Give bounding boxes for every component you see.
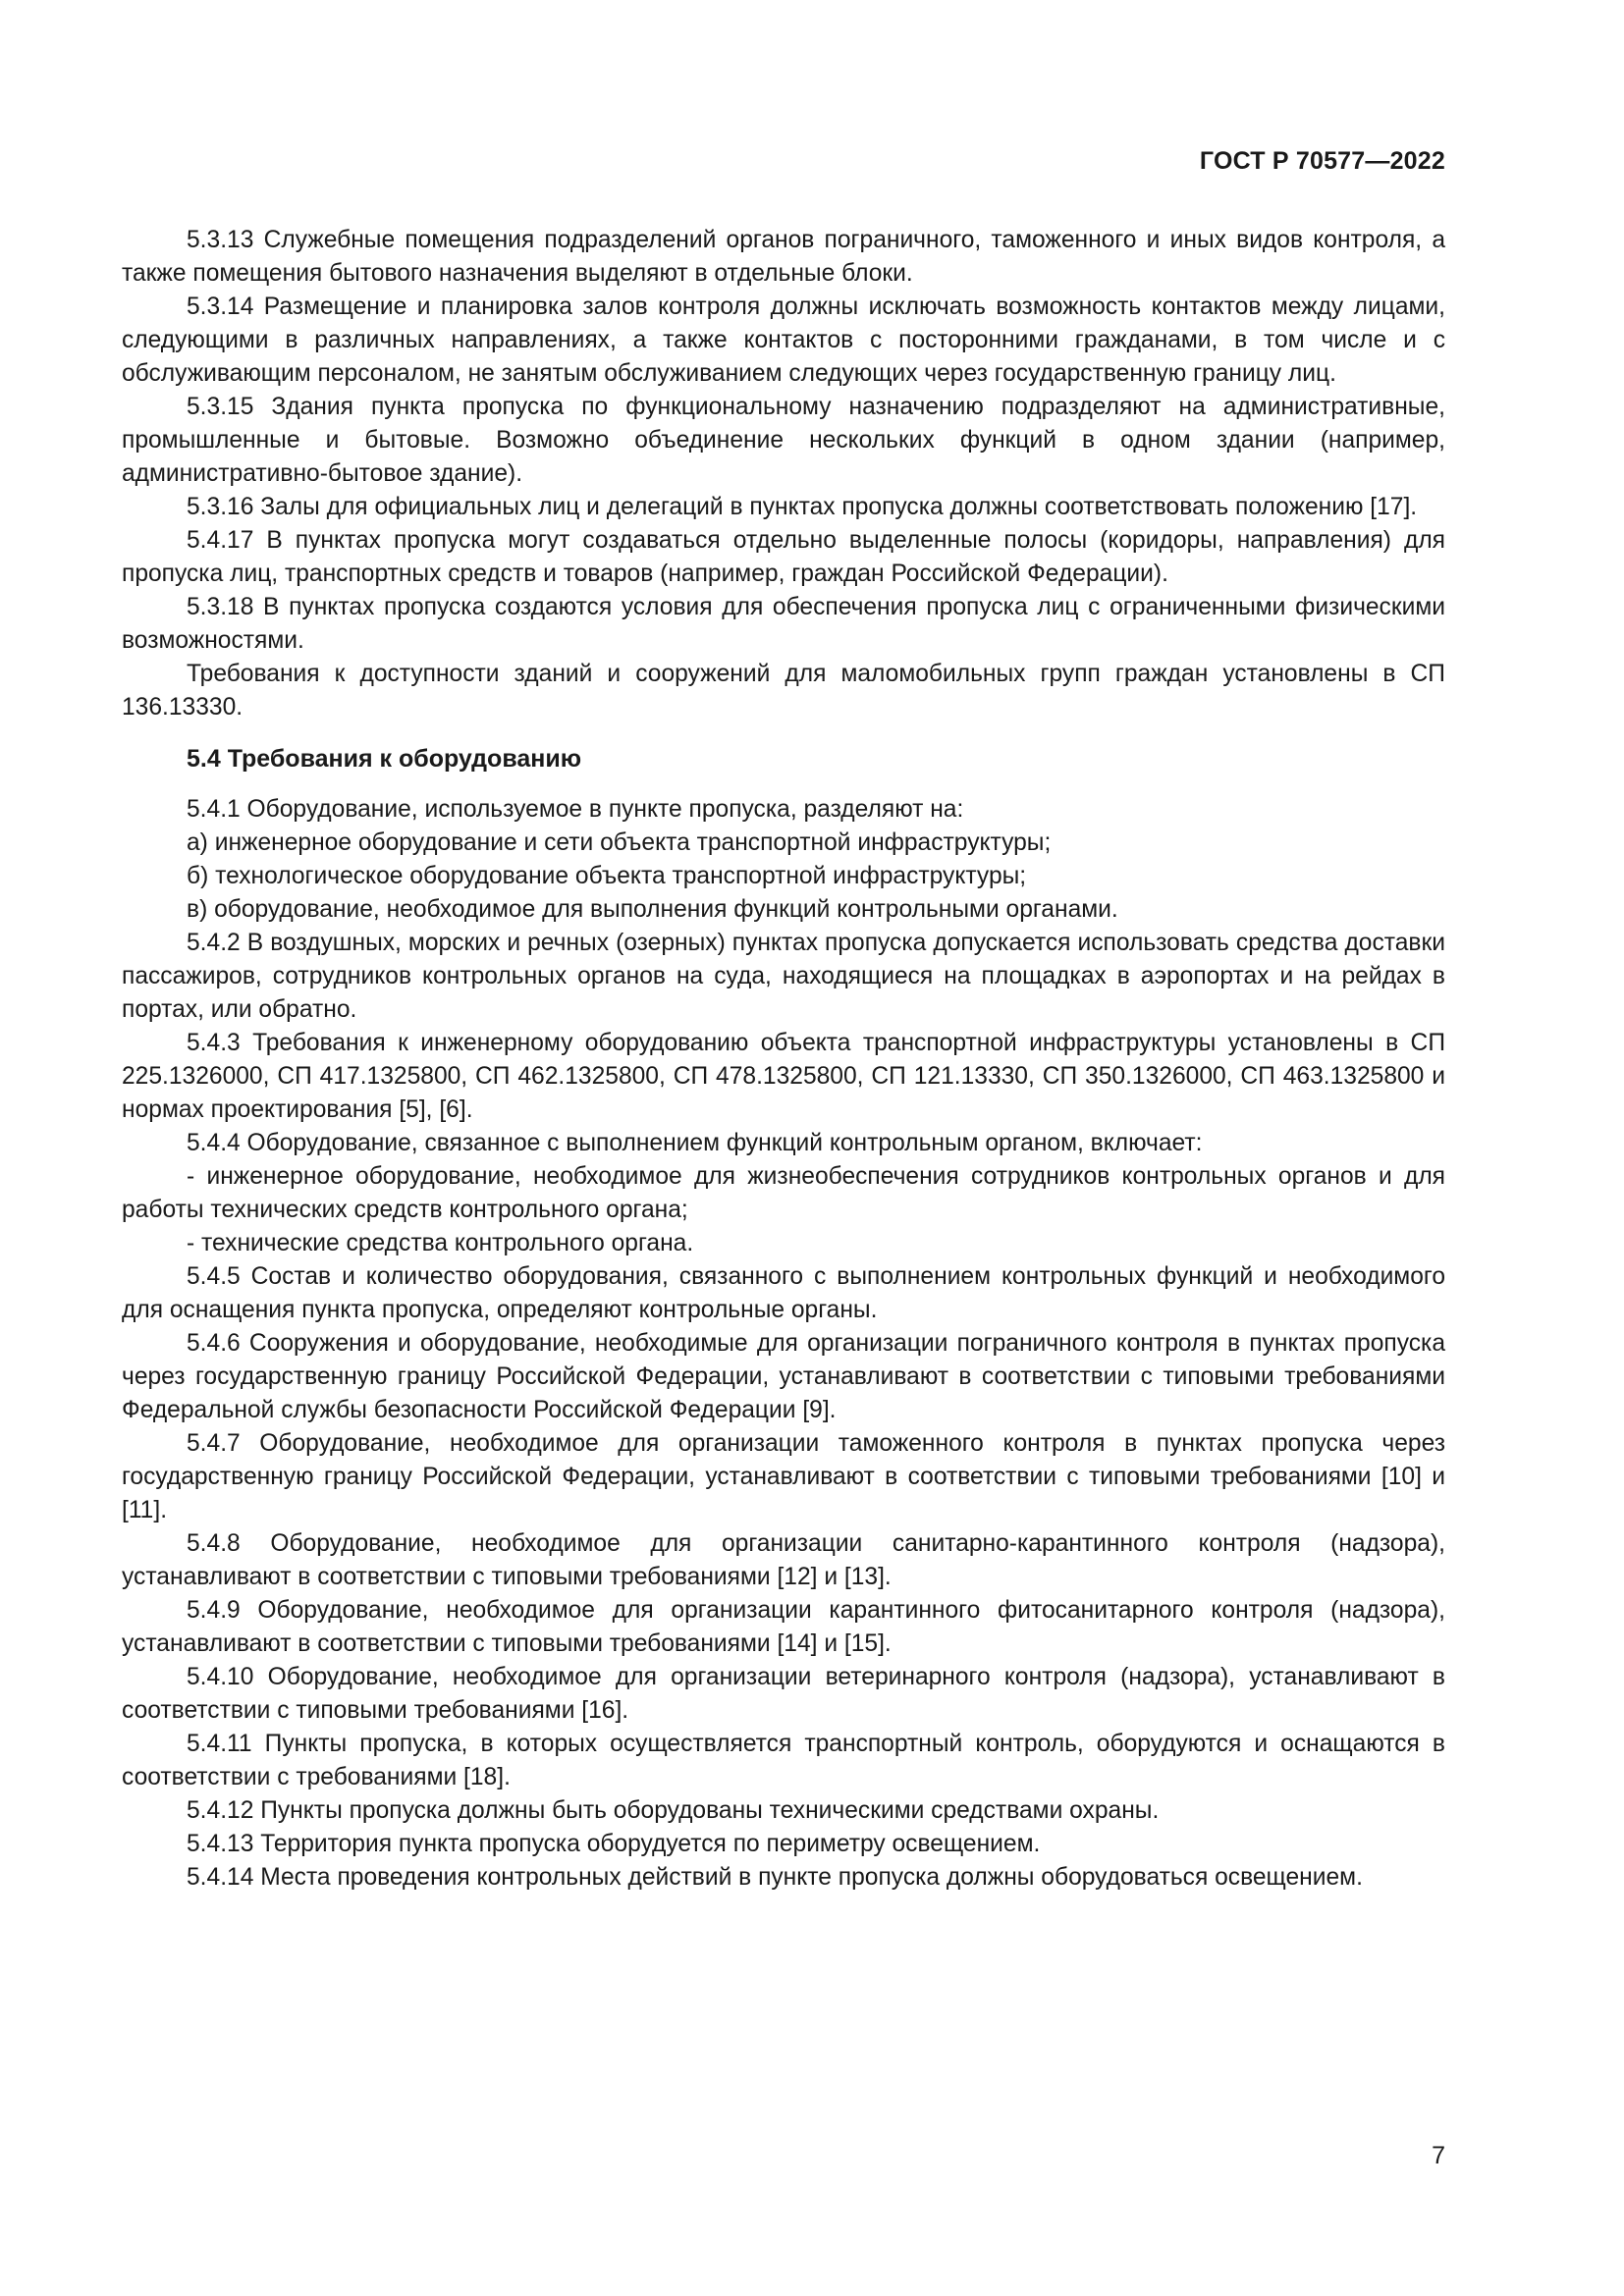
paragraph-5-4-8: 5.4.8 Оборудование, необходимое для организации санитарно-карантинного контроля (надзора), устанавливают в соответствии с типовыми требованиями [12] и [13]. xyxy=(122,1530,1445,1590)
page-number: 7 xyxy=(1432,2142,1445,2169)
paragraph-5-4-13: 5.4.13 Территория пункта пропуска оборудуется по периметру освещением. xyxy=(187,1831,1041,1857)
paragraph-5-3-14: 5.3.14 Размещение и планировка залов контроля должны исключать возможность контактов между лицами, следующими в различных направлениях, а также контактов с посторонними гражданами, в том числе и с обслуживающим персоналом, не занятым обслуживанием следующих через государственную границу лиц. xyxy=(122,294,1445,387)
paragraph-5-4-1: 5.4.1 Оборудование, используемое в пункте пропуска, разделяют на: xyxy=(187,796,964,823)
paragraph-5-3-18: 5.3.18 В пунктах пропуска создаются условия для обеспечения пропуска лиц с ограниченными физическими возможностями. xyxy=(122,594,1445,654)
paragraph-5-4-11: 5.4.11 Пункты пропуска, в которых осуществляется транспортный контроль, оборудуются и оснащаются в соответствии с требованиями [18]. xyxy=(122,1731,1445,1790)
section-heading: 5.4 Требования к оборудованию xyxy=(187,745,582,773)
paragraph-5-4-7: 5.4.7 Оборудование, необходимое для организации таможенного контроля в пунктах пропуска через государственную границу Российской Федерации, устанавливают в соответствии с типовыми требованиями [10] и [11]. xyxy=(122,1430,1445,1523)
paragraph-5-3-13: 5.3.13 Служебные помещения подразделений органов пограничного, таможенного и иных видов контроля, а также помещения бытового назначения выделяют в отдельные блоки. xyxy=(122,227,1445,287)
document-body xyxy=(122,224,1445,1895)
paragraph-5-4-6: 5.4.6 Сооружения и оборудование, необходимые для организации пограничного контроля в пунктах пропуска через государственную границу Российской Федерации, устанавливают в соответствии с типовыми требованиями Федеральной службы безопасности Российской Федерации [9]. xyxy=(122,1330,1445,1423)
paragraph-accessibility: Требования к доступности зданий и сооружений для маломобильных групп граждан установлены в СП 136.13330. xyxy=(122,661,1445,721)
document-standard-id: ГОСТ Р 70577—2022 xyxy=(1199,147,1445,175)
dash-item-engineering: - инженерное оборудование, необходимое для жизнеобеспечения сотрудников контрольных органов и для работы технических средств контрольного органа; xyxy=(122,1163,1445,1223)
paragraph-5-4-2: 5.4.2 В воздушных, морских и речных (озерных) пунктах пропуска допускается использовать средства доставки пассажиров, сотрудников контрольных органов на суда, находящиеся на площадках в аэропортах и на рейдах в портах, или обратно. xyxy=(122,930,1445,1023)
dash-item-technical: - технические средства контрольного органа. xyxy=(187,1230,694,1256)
paragraph-5-4-14: 5.4.14 Места проведения контрольных действий в пункте пропуска должны оборудоваться освещением. xyxy=(187,1864,1363,1891)
paragraph-5-4-17: 5.4.17 В пунктах пропуска могут создаваться отдельно выделенные полосы (коридоры, направления) для пропуска лиц, транспортных средств и товаров (например, граждан Российской Федерации). xyxy=(122,527,1445,587)
paragraph-5-4-3: 5.4.3 Требования к инженерному оборудованию объекта транспортной инфраструктуры установлены в СП 225.1326000, СП 417.1325800, СП 462.1325800, СП 478.1325800, СП 121.13330, СП 350.1326000, СП 463.1325800 и нормах проектирования [5], [6]. xyxy=(122,1030,1445,1123)
paragraph-5-4-9: 5.4.9 Оборудование, необходимое для организации карантинного фитосанитарного контроля (надзора), устанавливают в соответствии с типовыми требованиями [14] и [15]. xyxy=(122,1597,1445,1657)
list-item-v: в) оборудование, необходимое для выполнения функций контрольными органами. xyxy=(187,896,1118,923)
paragraph-5-4-4: 5.4.4 Оборудование, связанное с выполнением функций контрольным органом, включает: xyxy=(187,1130,1203,1156)
paragraph-5-4-12: 5.4.12 Пункты пропуска должны быть оборудованы техническими средствами охраны. xyxy=(187,1797,1160,1824)
paragraph-5-3-15: 5.3.15 Здания пункта пропуска по функциональному назначению подразделяют на административные, промышленные и бытовые. Возможно объединение нескольких функций в одном здании (например, административно-бытовое здание). xyxy=(122,394,1445,487)
paragraph-5-4-5: 5.4.5 Состав и количество оборудования, связанного с выполнением контрольных функций и необходимого для оснащения пункта пропуска, определяют контрольные органы. xyxy=(122,1263,1445,1323)
paragraph-5-3-16: 5.3.16 Залы для официальных лиц и делегаций в пунктах пропуска должны соответствовать положению [17]. xyxy=(187,494,1418,520)
list-item-b: б) технологическое оборудование объекта транспортной инфраструктуры; xyxy=(187,863,1027,889)
paragraph-5-4-10: 5.4.10 Оборудование, необходимое для организации ветеринарного контроля (надзора), устанавливают в соответствии с типовыми требованиями [16]. xyxy=(122,1664,1445,1724)
list-item-a: а) инженерное оборудование и сети объекта транспортной инфраструктуры; xyxy=(187,829,1052,856)
